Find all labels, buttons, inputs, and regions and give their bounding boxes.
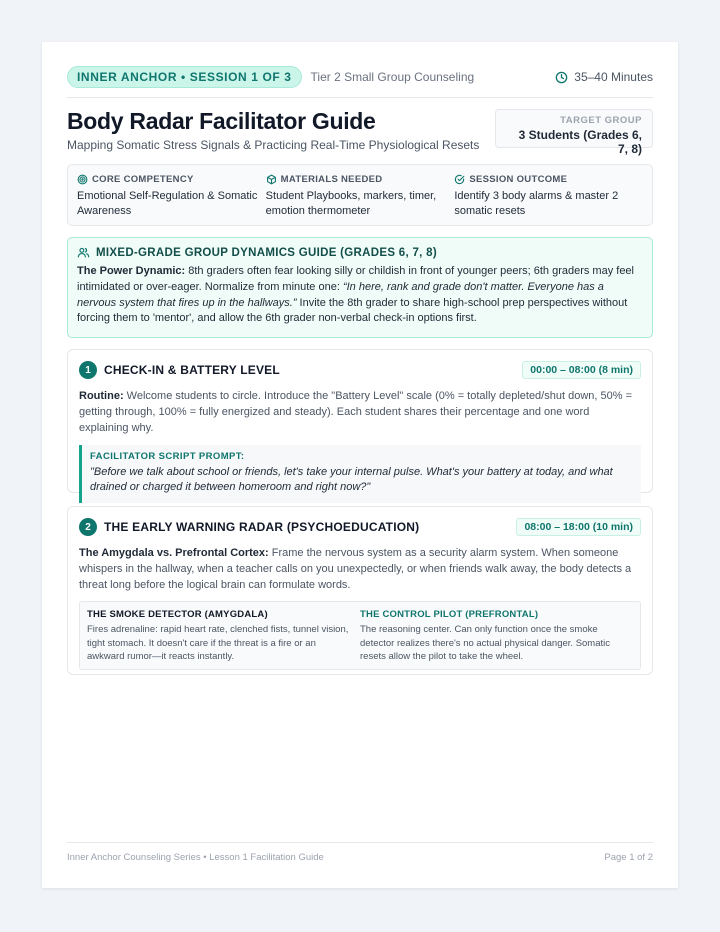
dynamics-quote: “In here, rank and grade don't matter. Everyone has a nervous system that fires up in the hallways.”	[77, 280, 604, 309]
session-badge: INNER ANCHOR • SESSION 1 OF 3	[67, 66, 302, 88]
brain-comparison-panel	[79, 601, 641, 670]
script-label: FACILITATOR SCRIPT PROMPT:	[90, 451, 245, 462]
section-lead: The Amygdala vs. Prefrontal Cortex:	[79, 547, 269, 559]
section-number: 1	[79, 361, 97, 379]
comparison-text: The reasoning center. Can only function once the smoke detector realizes there's no actual physical danger. Somatic resets allow the pilot to take the wheel.	[360, 624, 611, 662]
page-subtitle: Mapping Somatic Stress Signals & Practicing Real-Time Physiological Resets	[67, 138, 480, 152]
meta-outcome	[454, 174, 643, 216]
meta-label: CORE COMPETENCY	[92, 174, 194, 185]
comparison-label: THE CONTROL PILOT (PREFRONTAL)	[360, 609, 539, 620]
comparison-prefrontal	[360, 609, 633, 662]
check-circle-icon	[454, 174, 465, 185]
meta-value: Student Playbooks, markers, timer, emotion thermometer	[265, 190, 437, 217]
footer-series: Inner Anchor Counseling Series • Lesson 1 Facilitation Guide	[67, 852, 324, 863]
target-icon	[77, 174, 88, 185]
meta-value: Emotional Self-Regulation & Somatic Awareness	[77, 190, 258, 217]
dynamics-text-part2: Invite the 8th grader to share high-school prep perspectives without forcing them to 'mentor', and allow the 6th grader non-verbal check-in options first.	[77, 296, 628, 325]
tier-label: Tier 2 Small Group Counseling	[310, 70, 475, 84]
target-group-box	[495, 109, 653, 156]
section-card-2	[67, 506, 653, 675]
meta-value: Identify 3 body alarms & master 2 somatic resets	[454, 190, 619, 217]
target-group-label: TARGET GROUP	[560, 115, 642, 126]
section-body	[79, 545, 641, 593]
page-title: Body Radar Facilitator Guide	[67, 108, 376, 134]
meta-materials	[266, 174, 455, 216]
script-text: "Before we talk about school or friends, let's take your internal pulse. What's your battery at today, and what drained or charged it between homeroom and right now?"	[90, 466, 613, 493]
dynamics-text	[77, 264, 643, 327]
comparison-amygdala	[87, 609, 360, 662]
dynamics-text-part1: 8th graders often fear looking silly or childish in front of younger peers; 6th graders may feel intimidated or over-eager. Normalize from minute one:	[77, 265, 634, 293]
footer-divider	[67, 842, 653, 843]
session-meta-panel	[67, 164, 653, 226]
document-page	[42, 42, 678, 888]
section-body-text: Welcome students to circle. Introduce the "Battery Level" scale (0% = totally depleted/shut down, 50% = getting through, 100% = fully energized and steady). Each student shares their percentage and one word explaining why.	[79, 390, 632, 434]
dynamics-title: MIXED-GRADE GROUP DYNAMICS GUIDE (GRADES 6, 7, 8)	[96, 246, 438, 259]
section-body	[79, 388, 641, 436]
comparison-label: THE SMOKE DETECTOR (AMYGDALA)	[87, 609, 268, 620]
section-lead: Routine:	[79, 390, 124, 402]
comparison-text: Fires adrenaline: rapid heart rate, clenched fists, tunnel vision, tight stomach. It doesn't care if the threat is a fire or an awkward rumor—it reacts instantly.	[87, 624, 349, 662]
footer-page-number: Page 1 of 2	[604, 852, 653, 863]
clock-icon	[555, 71, 568, 84]
facilitator-script	[79, 445, 641, 503]
duration	[555, 70, 653, 84]
dynamics-lead: The Power Dynamic:	[77, 265, 186, 277]
section-card-1	[67, 349, 653, 493]
group-dynamics-panel	[67, 237, 653, 338]
header-bar	[67, 67, 653, 87]
section-title: CHECK-IN & BATTERY LEVEL	[104, 363, 280, 377]
section-body-text: Frame the nervous system as a security alarm system. When someone whispers in the hallway, when a teacher calls on you unexpectedly, or when friends walk away, the body detects a threat long before the logical brain can formulate words.	[79, 547, 632, 591]
section-time-badge: 08:00 – 18:00 (10 min)	[516, 518, 641, 536]
section-time-badge: 00:00 – 08:00 (8 min)	[522, 361, 641, 379]
users-icon	[77, 246, 90, 259]
meta-label: MATERIALS NEEDED	[280, 174, 383, 185]
duration-text: 35–40 Minutes	[574, 70, 653, 84]
box-icon	[266, 174, 277, 185]
section-title: THE EARLY WARNING RADAR (PSYCHOEDUCATION)	[104, 520, 420, 534]
meta-core-competency	[77, 174, 266, 216]
header-divider	[67, 97, 653, 98]
section-number: 2	[79, 518, 97, 536]
target-group-value: 3 Students (Grades 6, 7, 8)	[518, 128, 642, 156]
meta-label: SESSION OUTCOME	[469, 174, 568, 185]
